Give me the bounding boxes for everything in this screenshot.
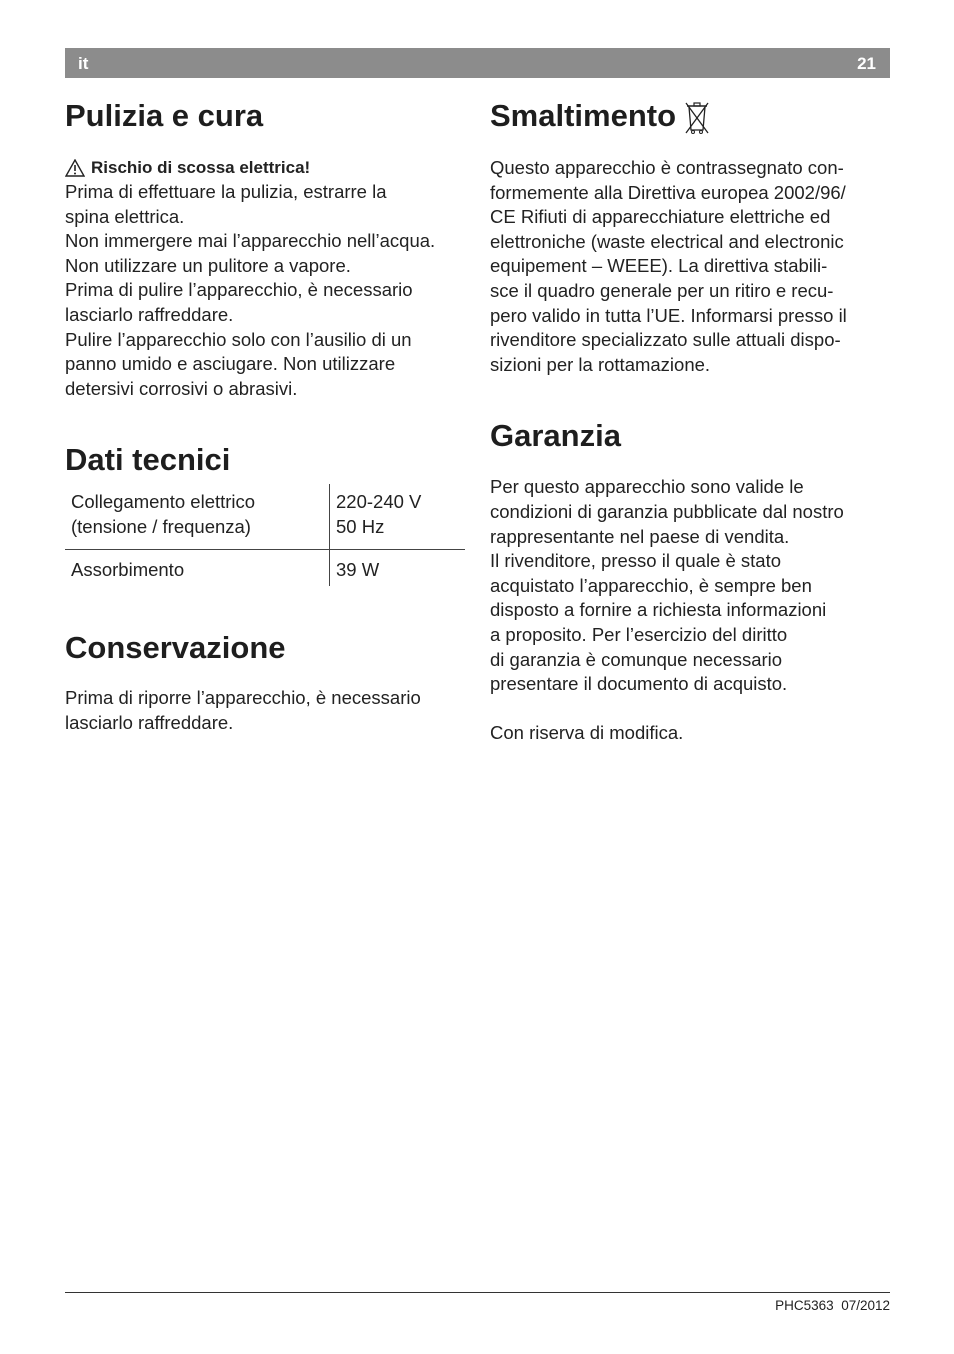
table-row	[65, 550, 465, 587]
table-cell-value	[330, 550, 466, 587]
header-bar	[65, 48, 890, 78]
section-tech	[65, 440, 465, 586]
section-title-tech: Dati tecnici	[65, 442, 231, 478]
text-line: Questo apparecchio è contrassegnato con-	[490, 157, 844, 178]
text-line: condizioni di garanzia pubblicate dal nostro	[490, 500, 844, 522]
text-line: sce il quadro generale per un ritiro e recu-	[490, 279, 834, 301]
section-title-cleaning: Pulizia e cura	[65, 98, 264, 133]
cell-text: Collegamento elettrico	[71, 491, 256, 513]
footer	[775, 1298, 890, 1313]
section-disposal	[490, 96, 890, 377]
cell-text: 39 W	[336, 559, 380, 581]
text-line: di garanzia è comunque necessario	[490, 648, 783, 670]
warning-line	[65, 156, 465, 180]
right-column	[490, 96, 890, 746]
text-line: Non immergere mai l’apparecchio nell’acqua.	[65, 230, 436, 252]
cleaning-body	[65, 180, 465, 401]
section-warranty	[490, 416, 890, 746]
page-number: 21	[857, 54, 876, 73]
cell-text: 50 Hz	[336, 515, 385, 537]
table-cell-value	[330, 484, 466, 550]
table-row	[65, 484, 465, 550]
tech-table	[65, 484, 465, 586]
text-line: panno umido e asciugare. Non utilizzare	[65, 353, 396, 375]
weee-crossed-bin-icon	[684, 100, 710, 136]
text-line: Per questo apparecchio sono valide le	[490, 476, 804, 498]
table-cell-label	[65, 484, 330, 550]
text-line: rappresentante nel paese di vendita.	[490, 525, 790, 547]
text-line: sizioni per la rottamazione.	[490, 353, 711, 375]
text-line: Pulire l’apparecchio solo con l’ausilio di un	[65, 328, 412, 350]
section-title-storage: Conservazione	[65, 630, 286, 666]
model-number: PHC5363	[775, 1298, 834, 1313]
table-cell-label	[65, 550, 330, 587]
footer-divider	[65, 1292, 890, 1293]
text-line: lasciarlo raffreddare.	[65, 711, 234, 733]
warning-triangle-icon	[65, 159, 85, 177]
section-title-warranty: Garanzia	[490, 418, 621, 454]
text-line: Prima di pulire l’apparecchio, è necessario	[65, 279, 413, 301]
text-line: acquistato l’apparecchio, è sempre ben	[490, 574, 812, 596]
text-line: presentare il documento di acquisto.	[490, 673, 788, 695]
text-line: Non utilizzare un pulitore a vapore.	[65, 254, 351, 276]
text-line: elettroniche (waste electrical and electronic	[490, 230, 844, 252]
text-line: lasciarlo raffreddare.	[65, 303, 234, 325]
text-line: spina elettrica.	[65, 205, 185, 227]
text-line: formemente alla Direttiva europea 2002/96/	[490, 181, 846, 203]
text-line: Il rivenditore, presso il quale è stato	[490, 550, 782, 572]
left-column	[65, 96, 465, 736]
language-code: it	[78, 54, 89, 73]
text-line: rivenditore specializzato sulle attuali dispo-	[490, 329, 841, 351]
footer-date: 07/2012	[841, 1298, 890, 1313]
section-title-disposal-row	[490, 96, 890, 136]
text-line: CE Rifiuti di apparecchiature elettriche ed	[490, 206, 831, 228]
modification-note: Con riserva di modifica.	[490, 722, 684, 744]
cell-text: (tensione / frequenza)	[71, 515, 251, 537]
text-line: pero valido in tutta l’UE. Informarsi presso il	[490, 304, 847, 326]
text-line: detersivi corrosivi o abrasivi.	[65, 377, 298, 399]
warning-text: Rischio di scossa elettrica!	[91, 158, 311, 177]
section-title-disposal: Smaltimento	[490, 98, 677, 133]
text-line: disposto a fornire a richiesta informazioni	[490, 599, 827, 621]
section-storage	[65, 628, 465, 735]
text-line: Prima di riporre l’apparecchio, è necessario	[65, 687, 421, 709]
text-line: a proposito. Per l’esercizio del diritto	[490, 623, 788, 645]
text-line: equipement – WEEE). La direttiva stabili-	[490, 255, 828, 277]
text-line: Prima di effettuare la pulizia, estrarre la	[65, 181, 387, 202]
cell-text: Assorbimento	[71, 559, 185, 581]
cell-text: 220-240 V	[336, 491, 422, 513]
section-cleaning	[65, 96, 465, 401]
